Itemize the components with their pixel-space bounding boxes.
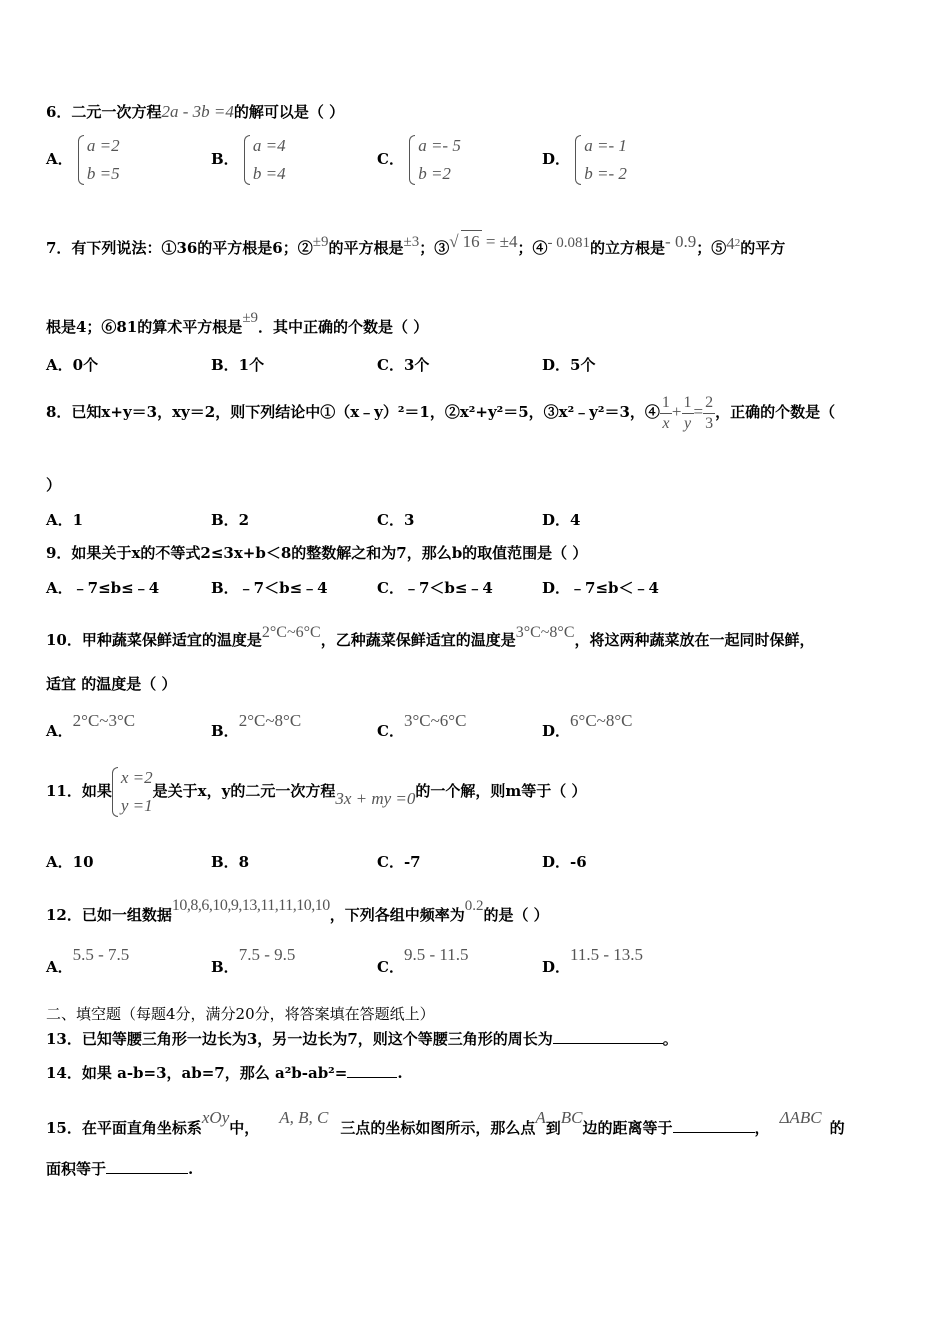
q12-data: 10,8,6,10,9,13,11,11,10,10 (171, 897, 330, 914)
equals-sign: = (693, 402, 704, 421)
system-line: b =- 2 (584, 164, 627, 183)
q12-text: 的是（ ） (483, 906, 549, 924)
q6-option-a[interactable] (46, 132, 120, 188)
q7-math: = ±4 (481, 232, 518, 251)
equation-system (575, 132, 627, 188)
numerator: 1 (660, 393, 672, 414)
q12-stem (46, 895, 549, 926)
q15-text: 中， (229, 1119, 260, 1137)
option-label: A． (46, 722, 73, 740)
option-value: 7.5 - 9.5 (238, 945, 296, 964)
q13-end: 。 (662, 1030, 678, 1048)
q8-stem-close: ） (46, 476, 62, 494)
q7-math: 4 (726, 234, 735, 253)
q7-option-b[interactable]: B．1个 (211, 356, 265, 374)
q7-text: ；⑤ (696, 239, 727, 257)
system-line: x =2 (120, 768, 153, 787)
fraction (703, 393, 715, 434)
q7-text: 的立方根是 (590, 239, 666, 257)
q15-end: . (188, 1160, 194, 1178)
system-line: a =- 5 (418, 136, 461, 155)
option-label: C． (377, 958, 404, 976)
q10-math: 3°C~8°C (515, 624, 575, 641)
option-value: 9.5 - 11.5 (403, 945, 469, 964)
q15-stem-line2 (46, 1158, 193, 1180)
q15-text: 三点的坐标如图所示，那么点 (340, 1119, 536, 1137)
q11-text: 是关于x，y的二元一次方程 (152, 782, 336, 800)
q7-stem-line2 (46, 307, 428, 338)
q12-frequency: 0.2 (464, 898, 484, 914)
q6-stem (46, 101, 344, 123)
q10-text: ，将这两种蔬菜放在一起同时保鲜， (574, 631, 815, 649)
q7-text: ；④ (517, 239, 548, 257)
q11-option-c[interactable]: C．-7 (377, 853, 421, 871)
q7-text: ；③ (419, 239, 450, 257)
q6-option-b[interactable] (211, 132, 286, 188)
option-value: 2°C~8°C (238, 711, 302, 730)
q13-stem (46, 1028, 678, 1050)
q8-text: 8．已知x+y＝3，xy＝2，则下列结论中①（x﹣y）²＝1，②x²+y²＝5，③x²﹣y²＝3，④ (46, 403, 660, 421)
q7-option-d[interactable]: D．5个 (542, 356, 596, 374)
q8-option-d[interactable]: D．4 (542, 511, 581, 529)
answer-blank[interactable] (553, 1029, 663, 1044)
q10-text: ，乙种蔬菜保鲜适宜的温度是 (320, 631, 516, 649)
q12-text: ，下列各组中频率为 (329, 906, 465, 924)
q8-text: ，正确的个数是（ (715, 403, 836, 421)
system-line: a =2 (86, 136, 120, 155)
system-line: b =2 (418, 164, 451, 183)
option-label: A． (46, 958, 73, 976)
q10-option-a[interactable] (46, 710, 136, 740)
q12-option-c[interactable] (377, 944, 469, 976)
numerator: 1 (682, 393, 694, 414)
q9-option-a[interactable]: A．﹣7≤b≤﹣4 (46, 579, 160, 597)
system-line: a =- 1 (584, 136, 627, 155)
option-value: 3°C~6°C (403, 711, 467, 730)
q7-sqrt-radicand: 16 (462, 232, 480, 251)
q7-math: - 0.081 (547, 235, 591, 251)
q15-text: ， (754, 1119, 770, 1137)
q10-option-d[interactable] (542, 710, 633, 740)
option-value: 2°C~3°C (72, 711, 136, 730)
q7-text: ．其中正确的个数是（ ） (258, 318, 429, 336)
q10-stem-line2: 适宜 的温度是（ ） (46, 675, 177, 693)
option-label: B． (211, 722, 239, 740)
option-value: 11.5 - 13.5 (570, 945, 644, 964)
q15-text: 的 (829, 1119, 845, 1137)
equation-system (78, 132, 120, 188)
equation-system (409, 132, 461, 188)
plus-sign: + (671, 402, 682, 421)
q6-equation: 2a - 3b =4 (161, 102, 234, 121)
q7-text: 的平方根是 (328, 239, 404, 257)
option-value: 6°C~8°C (570, 711, 633, 730)
q7-option-c[interactable]: C．3个 (377, 356, 430, 374)
numerator: 2 (703, 393, 715, 414)
option-label: D． (542, 958, 571, 976)
q6-stem-suffix: 的解可以是（ ） (233, 103, 345, 121)
answer-blank[interactable] (347, 1063, 397, 1078)
denominator: 3 (705, 414, 714, 432)
q10-math: 2°C~6°C (261, 624, 321, 641)
q14-text: 14．如果 a-b=3，ab=7，那么 a²b-ab²= (46, 1064, 348, 1082)
option-value: 5.5 - 7.5 (72, 945, 130, 964)
denominator: y (683, 414, 692, 432)
system-line: a =4 (252, 136, 286, 155)
q11-text: 的一个解，则m等于（ ） (415, 782, 587, 800)
q11-option-a[interactable]: A．10 (46, 853, 94, 871)
section-heading: 二、填空题（每题4分，满分20分，将答案填在答题纸上） (46, 1005, 435, 1023)
q13-text: 13．已知等腰三角形一边长为3，另一边长为7，则这个等腰三角形的周长为 (46, 1030, 553, 1048)
q7-math: ±9 (312, 234, 329, 250)
system-line: b =5 (86, 164, 120, 183)
q7-text: 7．有下列说法：①36的平方根是6；② (46, 239, 313, 257)
q7-math: ±3 (403, 234, 420, 250)
q6-option-d[interactable] (542, 132, 627, 188)
q12-option-b[interactable] (211, 944, 296, 976)
q15-stem-line1 (46, 1107, 845, 1139)
q6-option-c[interactable] (377, 132, 461, 188)
system-line: y =1 (120, 796, 153, 815)
q9-option-c[interactable]: C．﹣7＜b≤﹣4 (377, 579, 493, 597)
q11-stem (46, 764, 587, 820)
q7-math: - 0.9 (665, 232, 697, 251)
q9-stem: 9．如果关于x的不等式2≤3x+b＜8的整数解之和为7，那么b的取值范围是（ ） (46, 544, 588, 562)
q7-text: 根是4；⑥81的算术平方根是 (46, 318, 243, 336)
q10-option-c[interactable] (377, 710, 467, 740)
q14-stem (46, 1062, 403, 1084)
q7-math: ±9 (242, 310, 259, 326)
q9-option-b[interactable]: B．﹣7＜b≤﹣4 (211, 579, 328, 597)
denominator: x (662, 414, 670, 432)
answer-blank[interactable] (673, 1118, 755, 1133)
q11-option-d[interactable]: D．-6 (542, 853, 587, 871)
q15-math: A, B, C (279, 1108, 329, 1127)
q11-option-b[interactable]: B．8 (211, 853, 250, 871)
q10-option-b[interactable] (211, 710, 302, 740)
q7-stem-line1 (46, 230, 785, 259)
q8-option-a[interactable]: A．1 (46, 511, 84, 529)
q11-text: 11．如果 (46, 782, 112, 800)
q7-option-a[interactable]: A．0个 (46, 356, 99, 374)
q15-text: 边的距离等于 (582, 1119, 673, 1137)
q12-text: 12．已如一组数据 (46, 906, 172, 924)
q15-math: xOy (201, 1108, 230, 1127)
system-line: b =4 (252, 164, 286, 183)
q7-sqrt: √ 16 = ±4 (449, 232, 518, 251)
q10-stem-line1 (46, 622, 815, 651)
q15-text: 面积等于 (46, 1160, 107, 1178)
answer-blank[interactable] (106, 1159, 188, 1174)
q15-text: 到 (545, 1119, 561, 1137)
q15-math: ΔABC (779, 1108, 822, 1127)
q8-option-c[interactable]: C．3 (377, 511, 415, 529)
equation-system (112, 764, 153, 820)
q11-equation: 3x + my =0 (335, 789, 416, 808)
option-label: B． (211, 958, 239, 976)
q8-stem (46, 390, 835, 434)
q12-option-a[interactable] (46, 944, 130, 976)
q10-text: 10．甲种蔬菜保鲜适宜的温度是 (46, 631, 262, 649)
option-label: B． (211, 150, 239, 168)
q12-option-d[interactable] (542, 944, 644, 976)
option-label: C． (377, 722, 404, 740)
option-label: D． (542, 722, 571, 740)
q9-option-d[interactable]: D．﹣7≤b＜﹣4 (542, 579, 659, 597)
q15-text: 15．在平面直角坐标系 (46, 1119, 202, 1137)
fraction (682, 393, 694, 434)
q7-text: 的平方 (740, 239, 786, 257)
option-label: D． (542, 150, 571, 168)
option-label: C． (377, 150, 404, 168)
q14-end: . (397, 1064, 403, 1082)
equation-system (244, 132, 286, 188)
q6-stem-prefix: 6．二元一次方程 (46, 103, 162, 121)
q15-math: BC (560, 1108, 583, 1127)
q8-option-b[interactable]: B．2 (211, 511, 250, 529)
option-label: A． (46, 150, 73, 168)
q7-exponent: 2 (734, 237, 741, 249)
fraction (660, 393, 672, 434)
q15-math: A (535, 1108, 546, 1127)
